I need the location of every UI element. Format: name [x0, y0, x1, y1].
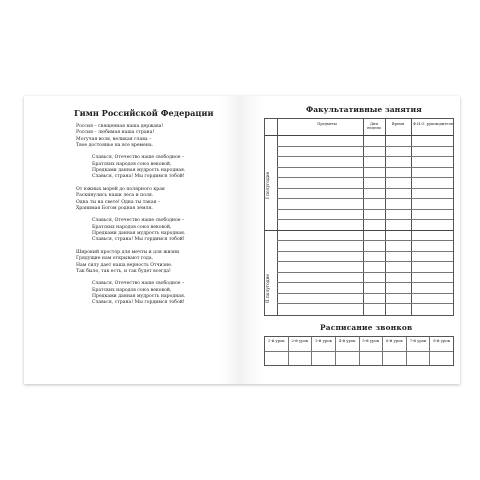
table-row-line: [277, 188, 453, 189]
table-column-divider: [411, 119, 412, 315]
table-column-divider: [385, 119, 386, 315]
table-row-line: [265, 230, 453, 231]
anthem-line: Могучая воля, великая слава –: [76, 136, 152, 142]
lesson-time-cell: [336, 352, 360, 366]
lesson-header-cell: 3-й урок: [312, 337, 336, 351]
electives-table: [264, 118, 454, 316]
lesson-header-cell: 6-й урок: [383, 337, 407, 351]
anthem-chorus: [92, 155, 185, 180]
column-header-subjects: Предметы: [317, 122, 337, 126]
anthem-verse: [76, 250, 185, 275]
anthem-line: Твое достоянье на все времена.: [76, 142, 154, 148]
anthem-line: Предками данная мудрость народная.: [92, 231, 186, 237]
lesson-time-cell: [312, 352, 336, 366]
anthem-line: Предками данная мудрость народная.: [92, 294, 186, 300]
anthem-line: Братских народов союз вековой,: [92, 224, 172, 230]
anthem-line: Славься, страна! Мы гордимся тобой!: [92, 237, 185, 243]
semester-2-label: II полугодие: [266, 274, 271, 303]
lesson-header-cell: 4-й урок: [336, 337, 360, 351]
anthem-line: От южных морей до полярного края: [76, 186, 165, 192]
bell-schedule-times-row: [265, 352, 453, 366]
semester-1-label: I полугодие: [266, 171, 271, 199]
lesson-header-cell: 7-й урок: [407, 337, 431, 351]
electives-title: Факультативные занятия: [306, 105, 422, 114]
notebook-spread: [24, 96, 460, 384]
column-header-days: Дни недели: [367, 122, 381, 131]
table-row-line: [277, 261, 453, 262]
anthem-line: Нам силу дает наша верность Отчизне.: [76, 262, 173, 268]
table-row-line: [277, 156, 453, 157]
anthem-text: [76, 124, 185, 313]
anthem-line: Предками данная мудрость народная.: [92, 168, 186, 174]
anthem-line: Одна ты на свете! Одна ты такая –: [76, 199, 161, 205]
anthem-verse: [76, 124, 185, 149]
anthem-line: Славься, страна! Мы гордимся тобой!: [92, 174, 185, 180]
anthem-line: Братских народов союз вековой,: [92, 287, 172, 293]
anthem-line: Славься, Отечество наше свободное –: [92, 218, 185, 224]
anthem-line: Славься, страна! Мы гордимся тобой!: [92, 300, 185, 306]
lesson-header-cell: 8-й урок: [433, 338, 451, 343]
table-row-line: [277, 240, 453, 241]
anthem-line: Широкий простор для мечты и для жизни: [76, 249, 180, 255]
anthem-line: Раскинулись наши леса и поля.: [76, 193, 154, 199]
anthem-verse: [76, 187, 185, 212]
table-row-line: [277, 167, 453, 168]
lesson-time-cell: [383, 352, 407, 366]
table-column-divider: [277, 119, 278, 315]
table-row-line: [277, 177, 453, 178]
table-row-line: [277, 251, 453, 252]
table-row-line: [277, 282, 453, 283]
anthem-title: Гимн Российской Федерации: [74, 108, 214, 118]
table-row-line: [277, 198, 453, 199]
lesson-header-cell: 2-й урок: [289, 337, 313, 351]
column-header-teacher: Ф.И.О. руководителя: [413, 122, 453, 126]
anthem-chorus: [92, 218, 185, 243]
anthem-line: Славься, Отечество наше свободное –: [92, 281, 185, 287]
table-row-line: [277, 209, 453, 210]
anthem-line: Россия – любимая наша страна!: [76, 130, 155, 136]
lesson-time-cell: [407, 352, 431, 366]
anthem-line: Россия – священная наша держава!: [76, 124, 164, 129]
anthem-line: Так было, так есть, и так будет всегда!: [76, 268, 171, 274]
lesson-time-cell: [360, 352, 384, 366]
lesson-header-cell: 5-й урок: [360, 337, 384, 351]
table-column-divider: [363, 119, 364, 315]
anthem-line: Братских народов союз вековой,: [92, 161, 172, 167]
lesson-time-cell: [265, 352, 289, 366]
left-page: [24, 96, 243, 384]
table-row-line: [277, 303, 453, 304]
column-header-time: Время: [391, 122, 405, 126]
bell-schedule-header-row: [265, 337, 453, 352]
table-row-line: [277, 219, 453, 220]
anthem-chorus: [92, 281, 185, 306]
table-row-line: [277, 272, 453, 273]
lesson-time-cell: [289, 352, 313, 366]
table-row-line: [277, 146, 453, 147]
bell-schedule-table: [264, 336, 454, 366]
table-row-line: [265, 135, 453, 136]
right-page: [242, 96, 460, 384]
lesson-header-cell: 1-й урок: [265, 337, 289, 351]
table-row-line: [277, 293, 453, 294]
anthem-line: Славься, Отечество наше свободное –: [92, 155, 185, 161]
lesson-time-cell: [430, 352, 453, 366]
bells-title: Расписание звонков: [320, 323, 413, 332]
anthem-line: Хранимая Богом родная земля.: [76, 205, 153, 211]
anthem-line: Грядущие нам открывают года.: [76, 256, 154, 262]
